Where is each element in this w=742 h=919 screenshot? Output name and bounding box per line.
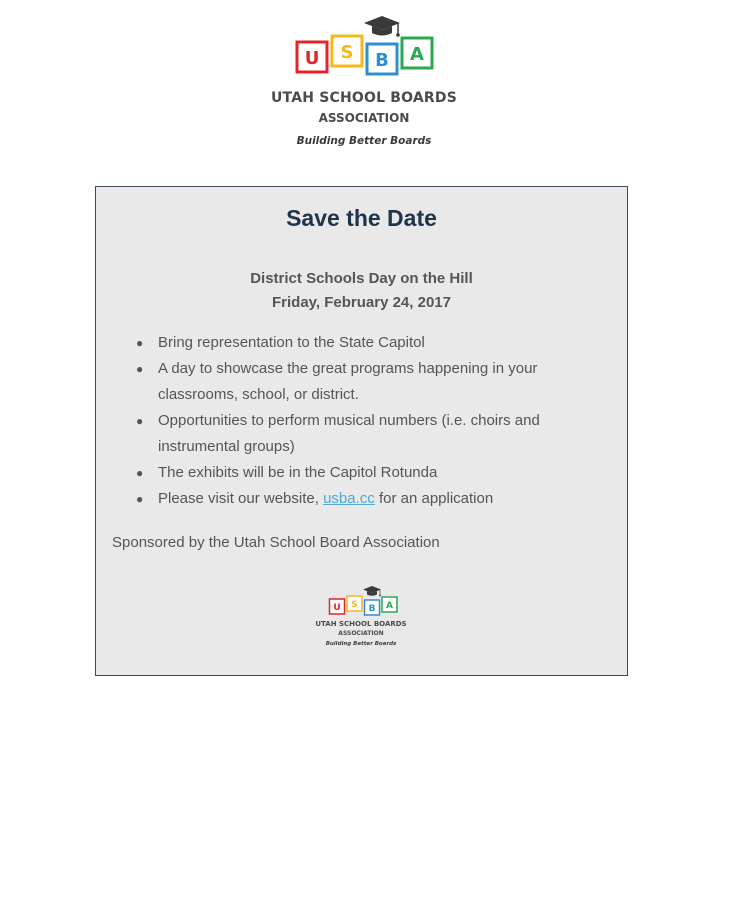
small-block-a-letter: A: [386, 601, 393, 611]
event-details-list: [136, 330, 616, 512]
list-item-text: The exhibits will be in the Capitol Rotunda: [158, 464, 438, 481]
event-name: District Schools Day on the Hill: [250, 270, 473, 287]
list-item: [136, 356, 616, 408]
event-date: Friday, February 24, 2017: [272, 294, 451, 311]
website-prefix: Please visit our website,: [158, 490, 324, 507]
list-item: [136, 330, 616, 356]
bullet-icon: ●: [136, 362, 144, 376]
block-u-letter: U: [304, 48, 320, 69]
graduation-cap-icon: [363, 586, 381, 596]
list-item-text: Opportunities to perform musical numbers (i.e. choirs and instrumental groups): [158, 412, 540, 455]
usba-blocks-logo: [290, 14, 438, 78]
event-info: [96, 267, 627, 315]
logo-tagline: Building Better Boards: [296, 135, 432, 147]
list-item: [136, 486, 616, 512]
footer-logo-org-name: UTAH SCHOOL BOARDS: [315, 620, 407, 628]
logo-org-name: UTAH SCHOOL BOARDS: [270, 90, 458, 106]
small-block-u-letter: U: [333, 603, 341, 613]
footer-logo-org-association: ASSOCIATION: [338, 630, 384, 637]
website-link[interactable]: usba.cc: [323, 490, 375, 507]
bullet-icon: ●: [136, 492, 144, 506]
block-a-letter: A: [410, 44, 424, 65]
graduation-cap-icon: [364, 16, 400, 37]
header-logo: [290, 14, 438, 78]
footer-logo-tagline: Building Better Boards: [325, 641, 397, 647]
card-title: Save the Date: [286, 205, 437, 231]
save-the-date-card: [95, 186, 628, 676]
block-b-letter: B: [375, 50, 389, 71]
logo-org-association: ASSOCIATION: [318, 111, 410, 125]
block-s-letter: S: [340, 42, 354, 63]
small-block-b-letter: B: [368, 604, 376, 614]
footer-logo: [326, 585, 400, 617]
list-item: [136, 460, 616, 486]
website-suffix: for an application: [374, 490, 494, 507]
list-item-text: A day to showcase the great programs happening in your classrooms, school, or district.: [158, 360, 538, 403]
small-block-s-letter: S: [351, 600, 358, 610]
sponsor-text: Sponsored by the Utah School Board Association: [112, 534, 440, 551]
bullet-icon: ●: [136, 414, 144, 428]
list-item: [136, 408, 616, 460]
list-item-text: Bring representation to the State Capitol: [158, 334, 425, 351]
bullet-icon: ●: [136, 336, 144, 350]
usba-blocks-logo-small: [326, 585, 400, 617]
bullet-icon: ●: [136, 466, 144, 480]
